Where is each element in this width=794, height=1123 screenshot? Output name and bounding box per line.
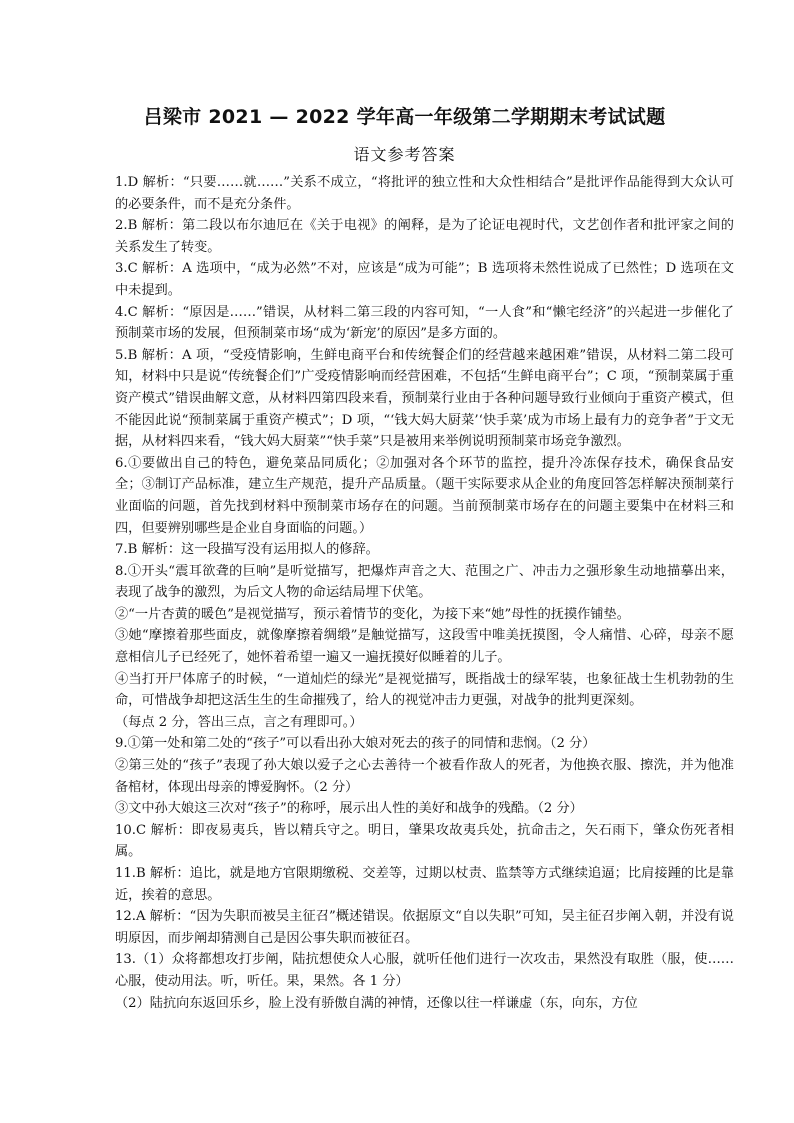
answer-paragraph: 7.B 解析：这一段描写没有运用拟人的修辞。 xyxy=(115,542,379,558)
answer-paragraph: 2.B 解析：第二段以布尔迪厄在《关于电视》的阐释，是为了论证电视时代，文艺创作者和批评家之间的关系发生了转变。 xyxy=(115,218,734,255)
answer-paragraph: （每点 2 分，答出三点，言之有理即可。） xyxy=(115,714,363,730)
answer-paragraph: ②“一片杏黄的暖色”是视觉描写，预示着情节的变化，为接下来“她”母性的抚摸作铺垫。 xyxy=(115,606,630,622)
answer-paragraph: ④当打开尸体席子的时候，“一道灿烂的绿光”是视觉描写，既指战士的绿军装，也象征战士生机勃勃的生命，可惜战争却把这活生生的生命摧残了，给人的视觉冲击力更强，对战争的批判更深刻。 xyxy=(115,671,734,709)
answer-paragraph: ②第三处的“孩子”表现了孙大娘以爱子之心去善待一个被看作敌人的死者，为他换衣服、擦洗，并为他准备棺材，体现出母亲的博爱胸怀。（2 分） xyxy=(115,758,734,795)
answer-paragraph: ③文中孙大娘这三次对“孩子”的称呼，展示出人性的美好和战争的残酷。（2 分） xyxy=(115,801,583,817)
answer-paragraph: 9.①第一处和第二处的“孩子”可以看出孙大娘对死去的孩子的同情和悲悯。（2 分） xyxy=(115,736,596,752)
document-subtitle: 语文参考答案 xyxy=(353,145,456,164)
answer-paragraph: 12.A 解析：“因为失职而被吴主征召”概述错误。依据原文“自以失职”可知，吴主征召步阐入朝，并没有说明原因，而步阐却猜测自己是因公事失职而被征召。 xyxy=(115,909,734,946)
answer-paragraph: 4.C 解析：“原因是……”错误，从材料二第三段的内容可知，“一人食”和“懒宅经济”的兴起进一步催化了预制菜市场的发展，但预制菜市场“成为‘新宠’的原因”是多方面的。 xyxy=(115,304,734,342)
document-title: 吕梁市 2021 — 2022 学年高一年级第二学期期末考试试题 xyxy=(143,106,666,128)
answer-paragraph: ③她“摩擦着那些面皮，就像摩擦着绸缎”是触觉描写，这段雪中唯美抚摸图，令人痛惜、心碎，母亲不愿意相信儿子已经死了，她怀着希望一遍又一遍抚摸好似睡着的儿子。 xyxy=(115,628,734,666)
answer-paragraph: 10.C 解析：即夜易夷兵，皆以精兵守之。明日，肇果攻故夷兵处，抗命击之，矢石雨下，肇众伤死者相属。 xyxy=(115,822,734,860)
answer-paragraph: 8.①开头“震耳欲聋的巨响”是听觉描写，把爆炸声音之大、范围之广、冲击力之强形象生动地描摹出来，表现了战争的激烈，为后文人物的命运结局埋下伏笔。 xyxy=(115,563,734,601)
answer-paragraph: 1.D 解析：“只要……就……”关系不成立，“将批评的独立性和大众性相结合”是批评作品能得到大众认可的必要条件，而不是充分条件。 xyxy=(115,175,734,212)
answer-paragraph: 3.C 解析：A 选项中，“成为必然”不对，应该是“成为可能”；B 选项将未然性说成了已然性；D 选项在文中未提到。 xyxy=(115,261,734,298)
answer-paragraph: 5.B 解析：A 项，“受疫情影响，生鲜电商平台和传统餐企们的经营越来越困难”错误，从材料二第二段可知，材料中只是说“传统餐企们”广受疫情影响而经营困难，不包括“生鲜电商平台”；C 项，“预制菜属于重资产模式”错误曲解文意，从材料四第四段来看，预制菜行业由于各种问题导致行业倾向于重资产模式，但不能因此说“预制菜属于重资产模式”；D 项，“‘钱大妈大厨菜’‘快手菜’成为市场上最有力的竞争者”于文无据，从材料四来看，“钱大妈大厨菜”“快手菜”只是被用来举例说明预制菜市场竞争激烈。 xyxy=(115,347,734,450)
answer-paragraph: 6.①要做出自己的特色，避免菜品同质化；②加强对各个环节的监控，提升冷冻保存技术，确保食品安全；③制订产品标准，建立生产规范，提升产品质量。（题干实际要求从企业的角度回答怎样解决预制菜行业面临的问题，首先找到材料中预制菜市场存在的问题。当前预制菜市场存在的问题主要集中在材料三和四，但要辨别哪些是企业自身面临的问题。） xyxy=(115,455,734,536)
answer-content xyxy=(115,172,734,1014)
answer-paragraph: （2）陆抗向东返回乐乡，脸上没有骄傲自满的神情，还像以往一样谦虚（东，向东，方位 xyxy=(115,995,638,1011)
answer-paragraph: 13.（1）众将都想攻打步阐，陆抗想使众人心服，就听任他们进行一次攻击，果然没有取胜（服，使……心服，使动用法。听，听任。果，果然。各 1 分） xyxy=(115,952,734,989)
answer-paragraph: 11.B 解析：追比，就是地方官限期缴税、交差等，过期以杖责、监禁等方式继续追逼；比肩接踵的比是靠近，挨着的意思。 xyxy=(115,866,734,903)
